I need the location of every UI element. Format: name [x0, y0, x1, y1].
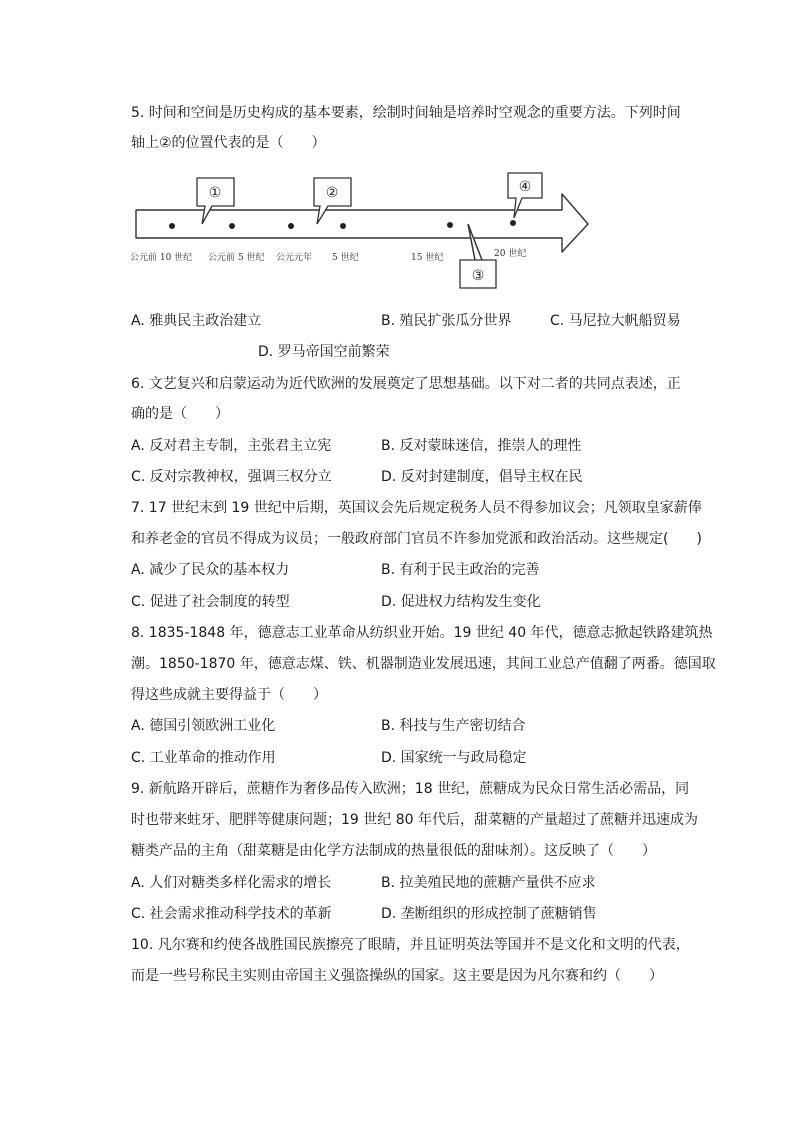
- q8-stem-line-1: 8. 1835-1848 年，德意志工业革命从纺织业开始。19 世纪 40 年代，德意志掀起铁路建筑热: [131, 625, 713, 641]
- timeline-dot-3: [288, 223, 294, 229]
- q8-option-b: B. 科技与生产密切结合: [381, 718, 526, 734]
- timeline-dot-2: [229, 223, 235, 229]
- q9-stem-line-2: 时也带来蛀牙、肥胖等健康问题；19 世纪 80 年代后，甜菜糖的产量超过了蔗糖并迅速成为: [131, 812, 698, 828]
- q7-option-d: D. 促进权力结构发生变化: [381, 594, 541, 610]
- q7-stem-line-1: 7. 17 世纪末到 19 世纪中后期，英国议会先后规定税务人员不得参加议会；凡领取皇家薪俸: [131, 500, 702, 516]
- q7-option-b: B. 有利于民主政治的完善: [381, 562, 540, 578]
- tick-label-15c: 15 世纪: [411, 253, 444, 263]
- timeline-dot-4: [340, 223, 346, 229]
- tick-label-year-1: 公元元年: [276, 253, 313, 263]
- tick-label-10bc: 公元前 10 世纪: [130, 253, 193, 263]
- q8-stem-line-2: 潮。1850-1870 年，德意志煤、铁、机器制造业发展迅速，其间工业总产值翻了两番。德国取: [131, 656, 716, 672]
- q5-option-d: D. 罗马帝国空前繁荣: [258, 344, 390, 360]
- q8-option-c: C. 工业革命的推动作用: [131, 750, 276, 766]
- q6-stem-line-1: 6. 文艺复兴和启蒙运动为近代欧洲的发展奠定了思想基础。以下对二者的共同点表述，正: [131, 376, 681, 392]
- marker-2-label: ②: [325, 185, 339, 201]
- q6-option-d: D. 反对封建制度，倡导主权在民: [381, 469, 583, 485]
- marker-4-label: ④: [518, 179, 532, 195]
- tick-label-20c: 20 世纪: [494, 249, 527, 259]
- q6-option-c: C. 反对宗教神权，强调三权分立: [131, 469, 332, 485]
- q9-option-b: B. 拉美殖民地的蔗糖产量供不应求: [381, 875, 596, 891]
- timeline-svg: [130, 164, 600, 290]
- q10-stem-line-1: 10. 凡尔赛和约使各战胜国民族擦亮了眼睛，并且证明英法等国并不是文化和文明的代表，: [131, 937, 690, 953]
- timeline-dot-6: [510, 220, 516, 226]
- timeline-dot-5: [447, 222, 453, 228]
- q5-option-b: B. 殖民扩张瓜分世界: [381, 313, 512, 329]
- marker-1-label: ①: [208, 185, 222, 201]
- tick-label-5c: 5 世纪: [332, 253, 359, 263]
- tick-label-5bc: 公元前 5 世纪: [208, 253, 265, 263]
- q7-option-a: A. 减少了民众的基本权力: [131, 562, 290, 578]
- q9-option-d: D. 垄断组织的形成控制了蔗糖销售: [381, 906, 597, 922]
- q5-option-a: A. 雅典民主政治建立: [131, 313, 262, 329]
- timeline-figure: [130, 164, 600, 290]
- q7-option-c: C. 促进了社会制度的转型: [131, 594, 290, 610]
- q6-option-b: B. 反对蒙昧迷信，推崇人的理性: [381, 438, 582, 454]
- q8-option-a: A. 德国引领欧洲工业化: [131, 718, 276, 734]
- q10-stem-line-2: 而是一些号称民主实则由帝国主义强盗操纵的国家。这主要是因为凡尔赛和约（ ）: [131, 968, 663, 984]
- timeline-dot-1: [169, 223, 175, 229]
- q8-stem-line-3: 得这些成就主要得益于（ ）: [131, 687, 327, 703]
- q9-stem-line-1: 9. 新航路开辟后，蔗糖作为奢侈品传入欧洲；18 世纪，蔗糖成为民众日常生活必需品，同: [131, 781, 690, 797]
- q9-option-c: C. 社会需求推动科学技术的革新: [131, 906, 332, 922]
- q5-stem-line-2: 轴上②的位置代表的是（ ）: [131, 135, 326, 151]
- q8-option-d: D. 国家统一与政局稳定: [381, 750, 527, 766]
- q7-stem-line-2: 和养老金的官员不得成为议员；一般政府部门官员不许参加党派和政治活动。这些规定( ): [131, 531, 702, 547]
- q5-stem-line-1: 5. 时间和空间是历史构成的基本要素，绘制时间轴是培养时空观念的重要方法。下列时间: [131, 105, 681, 121]
- q9-option-a: A. 人们对糖类多样化需求的增长: [131, 875, 332, 891]
- q5-option-c: C. 马尼拉大帆船贸易: [550, 313, 681, 329]
- marker-3-label: ③: [471, 268, 485, 284]
- q9-stem-line-3: 糖类产品的主角（甜菜糖是由化学方法制成的热量很低的甜味剂）。这反映了（ ）: [131, 843, 656, 859]
- q6-option-a: A. 反对君主专制，主张君主立宪: [131, 438, 332, 454]
- q6-stem-line-2: 确的是（ ）: [131, 406, 229, 422]
